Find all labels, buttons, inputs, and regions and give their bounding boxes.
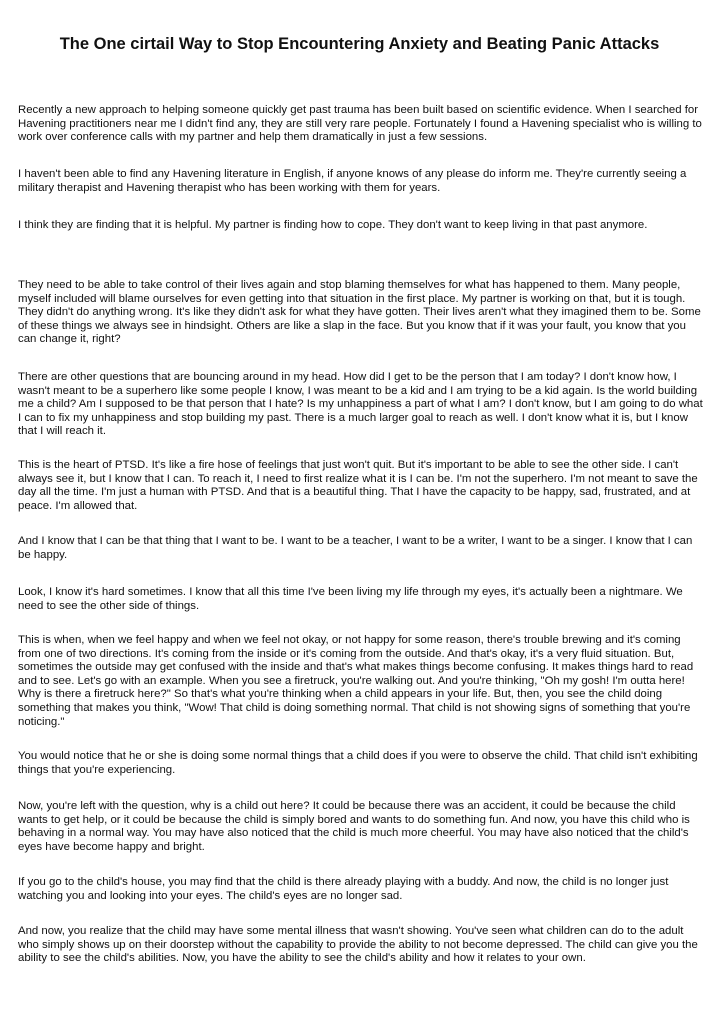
paragraph-13: And now, you realize that the child may have some mental illness that wasn't showing. You've seen what children can do to the adult who simply shows up on their doorstep without the capability to provide the ability to not become depressed. The child can give you the ability to see the child's abilities. Now, you have the ability to see the child's ability and how it relates to your own. [18, 925, 698, 965]
document-title: The One cirtail Way to Stop Encountering Anxiety and Beating Panic Attacks [59, 35, 660, 53]
paragraph-3: I think they are finding that it is helpful. My partner is finding how to cope. They don't want to keep living in that past anymore. [18, 219, 648, 231]
paragraph-2: I haven't been able to find any Havening literature in English, if anyone knows of any please do inform me. They're currently seeing a military therapist and Havening therapist who has been working with them for years. [18, 168, 687, 194]
paragraph-11: Now, you're left with the question, why is a child out here? It could be because there was an accident, it could be because the child wants to get help, or it could be because the child is simply bored and wants to do something fun. And now, you have this child who is behaving in a normal way. You may have also noticed that the child is much more cheerful. You may have also noticed that the child's eyes have become happy and bright. [18, 800, 690, 853]
paragraph-5: There are other questions that are bouncing around in my head. How did I get to be the person that I am today? I don't know how, I wasn't meant to be a superhero like some people I know, I was meant to be a kid and I am trying to be a kid again. Is the world building me a child? Am I supposed to be that person that I hate? Is my unhappiness a part of what I am? I don't know, but I am going to do what I can to fix my unhappiness and stop building my past. There is a much larger goal to reach as well. I don't know what it is, but I know that I will reach it. [18, 371, 703, 438]
paragraph-12: If you go to the child's house, you may find that the child is there already playing with a buddy. And now, the child is no longer just watching you and looking into your eyes. The child's eyes are no longer sad. [18, 876, 669, 902]
paragraph-9: This is when, when we feel happy and when we feel not okay, or not happy for some reason, there's trouble brewing and it's coming from one of two directions. It's coming from the inside or it's coming from the outside. And that's okay, it's a very fluid situation. But, sometimes the outside may get confused with the inside and that's what makes things become confusing. It makes things hard to read and to see. Let's go with an example. When you see a firetruck, you're walking out. And you're thinking, "Oh my gosh! I'm outta here! Why is there a firetruck here?" So that's what you're thinking when a child appears in your life. But, then, you see the child doing something that makes you think, "Wow! That child is doing something normal. That child is not showing signs of something that you're noticing." [18, 634, 694, 728]
paragraph-7: And I know that I can be that thing that I want to be. I want to be a teacher, I want to be a writer, I want to be a singer. I know that I can be happy. [18, 535, 693, 561]
paragraph-4: They need to be able to take control of their lives again and stop blaming themselves for what has happened to them. Many people, myself included will blame ourselves for even getting into that situation in the first place. My partner is working on that, but it is tough. They didn't do anything wrong. It's like they didn't ask for what they have gotten. Their lives aren't what they imagined them to be. Some of these things we always see in hindsight. Others are like a slap in the face. But you know that if it was your fault, you know that you can change it, right? [18, 279, 701, 346]
paragraph-8: Look, I know it's hard sometimes. I know that all this time I've been living my life through my eyes, it's actually been a nightmare. We need to see the other side of things. [18, 586, 683, 612]
paragraph-6: This is the heart of PTSD. It's like a fire hose of feelings that just won't quit. But it's important to be able to see the other side. I can't always see it, but I know that I can. To reach it, I need to first realize what it is I can be. I'm not the superhero. I'm not meant to save the day all the time. I'm just a human with PTSD. And that is a beautiful thing. That I have the capacity to be happy, sad, frustrated, and at peace. I'm allowed that. [18, 459, 698, 512]
paragraph-10: You would notice that he or she is doing some normal things that a child does if you were to observe the child. That child isn't exhibiting things that you're experiencing. [18, 750, 698, 776]
paragraph-1: Recently a new approach to helping someone quickly get past trauma has been built based on scientific evidence. When I searched for Havening practitioners near me I didn't find any, they are still very rare people. Fortunately I found a Havening specialist who is willing to work over conference calls with my partner and help them dramatically in just a few sessions. [18, 104, 702, 144]
